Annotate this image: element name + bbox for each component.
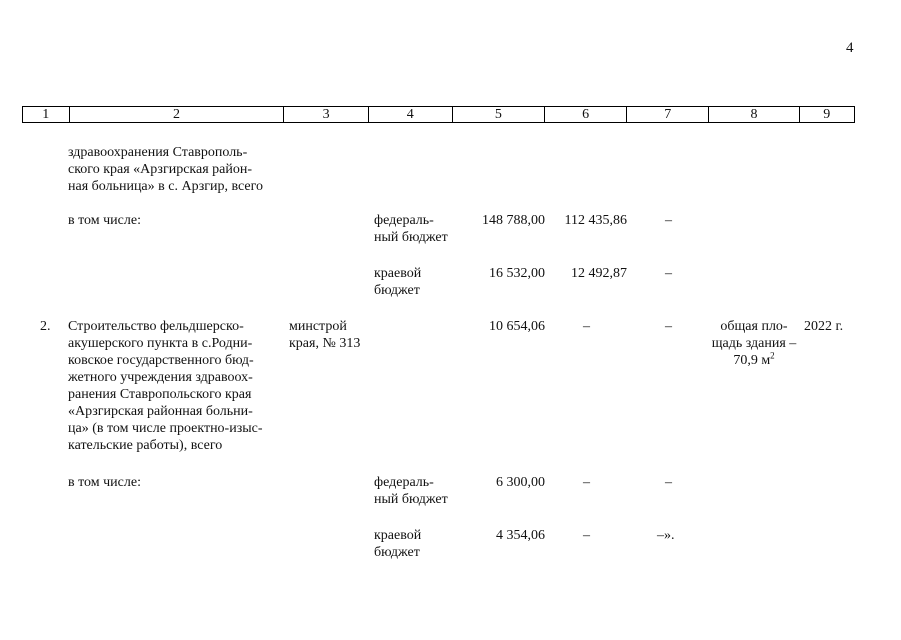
block1-regional-label (374, 265, 421, 299)
block2-federal-col5: 6 300,00 (496, 475, 545, 490)
label-line: краевой (374, 266, 422, 281)
area-value: 70,9 м (733, 353, 771, 368)
block2-desc-line: жетного учреждения здравоох- (68, 370, 253, 385)
area-unit-superscript: 2 (770, 350, 775, 361)
block2-col5: 10 654,06 (489, 319, 545, 334)
block2-desc-line: ранения Ставропольского края (68, 387, 252, 402)
block2-including: в том числе: (68, 475, 141, 490)
label-line: федераль- (374, 213, 434, 228)
block2-col6: – (583, 319, 590, 334)
block2-regional-col6: – (583, 528, 590, 543)
page-number: 4 (846, 40, 854, 56)
block1-desc-line: здравоохранения Ставрополь- (68, 145, 248, 160)
block2-desc-line: Строительство фельдшерско- (68, 319, 244, 334)
header-col-8: 8 (709, 107, 799, 122)
block2-col8 (706, 318, 802, 369)
label-line: бюджет (374, 545, 420, 560)
label-line: федераль- (374, 475, 434, 490)
block2-number: 2. (40, 319, 51, 334)
block2-description (68, 318, 281, 454)
header-col-4: 4 (369, 107, 453, 122)
block2-regional-col7: –». (657, 528, 675, 543)
block1-federal-col7: – (665, 213, 672, 228)
header-col-1: 1 (23, 107, 70, 122)
header-col-5: 5 (453, 107, 545, 122)
label-line: ный бюджет (374, 492, 448, 507)
block1-desc-line: ского края «Арзгирская район- (68, 162, 253, 177)
area-line: общая пло- (720, 319, 788, 334)
header-col-6: 6 (545, 107, 627, 122)
block1-regional-col7: – (665, 266, 672, 281)
label-line: ный бюджет (374, 230, 448, 245)
block2-desc-line: кательские работы), всего (68, 438, 223, 453)
header-col-9: 9 (823, 107, 831, 122)
header-col-3: 3 (284, 107, 368, 122)
block2-col7: – (665, 319, 672, 334)
label-line: краевой (374, 528, 422, 543)
block1-description (68, 144, 281, 195)
block1-including: в том числе: (68, 213, 141, 228)
block2-desc-line: акушерского пункта в с.Родни- (68, 336, 253, 351)
label-line: бюджет (374, 283, 420, 298)
header-col-2: 2 (70, 107, 285, 122)
block2-desc-line: ковское государственного бюд- (68, 353, 254, 368)
ministry-line: минстрой (289, 319, 347, 334)
ministry-line: края, № 313 (289, 336, 361, 351)
block2-federal-col7: – (665, 475, 672, 490)
header-col-7: 7 (627, 107, 709, 122)
area-line (706, 352, 802, 369)
block2-federal-label (374, 474, 448, 508)
block1-federal-label (374, 212, 448, 246)
block2-regional-col5: 4 354,06 (496, 528, 545, 543)
block1-regional-col5: 16 532,00 (489, 266, 545, 281)
area-line: щадь здания – (711, 336, 797, 351)
block1-federal-col5: 148 788,00 (482, 213, 545, 228)
block1-federal-col6: 112 435,86 (564, 213, 627, 228)
block2-desc-line: ца» (в том числе проектно-изыс- (68, 421, 263, 436)
block2-ministry (289, 318, 360, 352)
block2-regional-label (374, 527, 421, 561)
block1-desc-line: ная больница» в с. Арзгир, всего (68, 179, 264, 194)
table-header-row (22, 106, 855, 123)
block2-desc-line: «Арзгирская районная больни- (68, 404, 253, 419)
block2-federal-col6: – (583, 475, 590, 490)
block1-regional-col6: 12 492,87 (571, 266, 627, 281)
block2-col9: 2022 г. (804, 319, 844, 334)
